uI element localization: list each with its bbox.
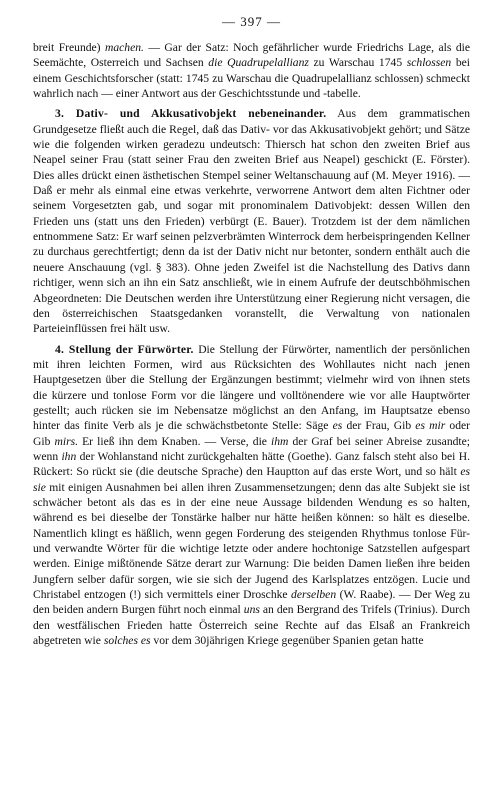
paragraph-section-4 <box>33 342 470 649</box>
section-heading: 3. Dativ- und Akkusativobjekt nebeneinander. <box>55 107 327 121</box>
text-run: zu Warschau 1745 <box>308 56 407 70</box>
italic-text: es <box>332 419 343 433</box>
italic-text: uns <box>243 603 260 617</box>
italic-text: solches es <box>103 634 151 648</box>
text-run: breit Freunde) <box>33 41 105 54</box>
text-run: der Wohlanstand nicht zurückgehalten hätte (Goethe). Ganz falsch steht also bei H. Rückert: So rückt sie (die deutsche Sprache) den Hauptton auf das erste Wort, und so hält <box>33 449 470 479</box>
text-run: Die Stellung der Fürwörter, namentlich der persönlichen mit ihren leichten Formen, wird aus Rücksichten des Wohllautes nicht nach jenen Hauptgesetzen über die Stellung der Ergänzungen bestimmt; vielmehr wird von ihnen stets die kürzere und tonlose Form vor die längere und volltönendere wie vor alle Hauptwörter gestellt; auch rücken sie im Nebensatze möglichst an den Anfang, im Hauptsatze ebenso hinter das finite Verb als je die schwächstbetonte Stelle: Säge <box>33 342 471 433</box>
text-run: der Graf bei seiner Abreise zusandte; wenn <box>33 434 471 463</box>
text-run: an den Bergrand des Trifels (Trinius). Durch den westfälischen Frieden hatte Österreich seine Rechte auf das Elsaß an Frankreich abgetreten wie <box>33 603 470 648</box>
text-run: (W. Raabe). — Der Weg zu den beiden andern Burgen führt noch einmal <box>33 588 470 617</box>
italic-text: machen. <box>104 41 144 54</box>
text-run: Er ließ ihn dem Knaben. — Verse, die <box>78 434 272 448</box>
italic-text: schlossen <box>406 56 452 70</box>
section-heading: 4. Stellung der Fürwörter. <box>55 342 194 356</box>
italic-text: die Quadrupelallianz <box>208 56 309 70</box>
text-run: vor dem 30jährigen Kriege gegenüber Spanien getan hatte <box>150 634 424 648</box>
text-run: mit einigen Ausnahmen bei allen ihren Zusammensetzungen; denn das alte Subjekt sie ist schwächer betont als das es in der eine neue Aussage bildenden Wendung es so halten, während es bei dieselbe der Tonstärke halber nur hätte heißen können: so hält es dieselbe. Namentlich klingt es häßlich, wenn gegen Forderung des steigenden Rhythmus tonlose Für- und verwandte Wörter für die wichtige letzte oder andere hochtonige Satzstellen aufgespart werden. Einige mißtönende Sätze derart zur Warnung: Die beiden Damen ließen ihre beiden Jungfern selber dafür sorgen, wie sie sich der Jugend des Karlsplatzes entzögen. Lucie und Christabel entzogen (!) sich vermittels einer Droschke <box>33 480 470 602</box>
italic-text: ihm <box>271 434 289 448</box>
italic-text: es mir <box>415 419 446 433</box>
paragraph-1 <box>33 40 470 101</box>
italic-text: derselben <box>291 588 337 602</box>
italic-text: mirs. <box>54 434 79 448</box>
body-text <box>33 40 470 648</box>
text-run: — Gar der Satz: Noch gefährlicher wurde Friedrichs Lage, als die Seemächte, Osterreich und Sachsen <box>33 41 470 70</box>
italic-text: ihn <box>61 449 77 463</box>
paragraph-section-3 <box>33 106 470 336</box>
text-run: oder Gib <box>33 419 470 448</box>
text-run: Aus dem grammatischen Grundgesetze fließt auch die Regel, daß das Dativ- vor das Akkusativobjekt gehört; und Sätze wie die folgenden wirken geradezu undeutsch: Thiersch hat schon den zweiten Brief aus Neapel seiner Frau (statt seiner Frau den zweiten Brief aus Neapel) geschickt (E. Förster). Dies alles drückt einen ästhetischen Stempel seiner Weltanschauung auf (M. Meyer 1916). — Daß er mehr als einmal eine etwas verkehrte, verworrene Antwort dem alten Fichtner oder seinem Vorgesetzten gab, und sogar mit pronominalem Dativobjekt: dessen Willen den Frieden uns (statt uns den Frieden) verbürgt (E. Bauer). Trotzdem ist der dem nämlichen entnommene Satz: Er warf seinen pelzverbrämten Winterrock dem herbeispringenden Kellner zu durchaus gerechtfertigt; denn da ist der Dativ nicht nur betonter, sondern enthält auch die neuere Anschauung (vgl. § 383). Ohne jeden Zweifel ist die Nachstellung des Dativs dann richtiger, wenn sich an ihn ein Satz anschließt, wie in einem Aufrufe der deutschböhmischen Abgeordneten: Die Deutschen werden ihre Unterstützung einer Regierung nicht versagen, die den österreichischen Staatsgedanken voranstellt, die Verwaltung von nationalen Parteieinflüssen frei hält usw. <box>33 107 470 336</box>
text-run: der Frau, Gib <box>342 419 416 433</box>
italic-text: es sie <box>33 465 470 494</box>
page-number: — 397 — <box>222 14 281 29</box>
text-run: bei einem Geschichtsforscher (statt: 1745 zu Warschau die Quadrupelallianz schlossen) schmeckt wahrlich nach — einer Antwort aus der Geschichtsstunde und -tabelle. <box>33 56 470 101</box>
